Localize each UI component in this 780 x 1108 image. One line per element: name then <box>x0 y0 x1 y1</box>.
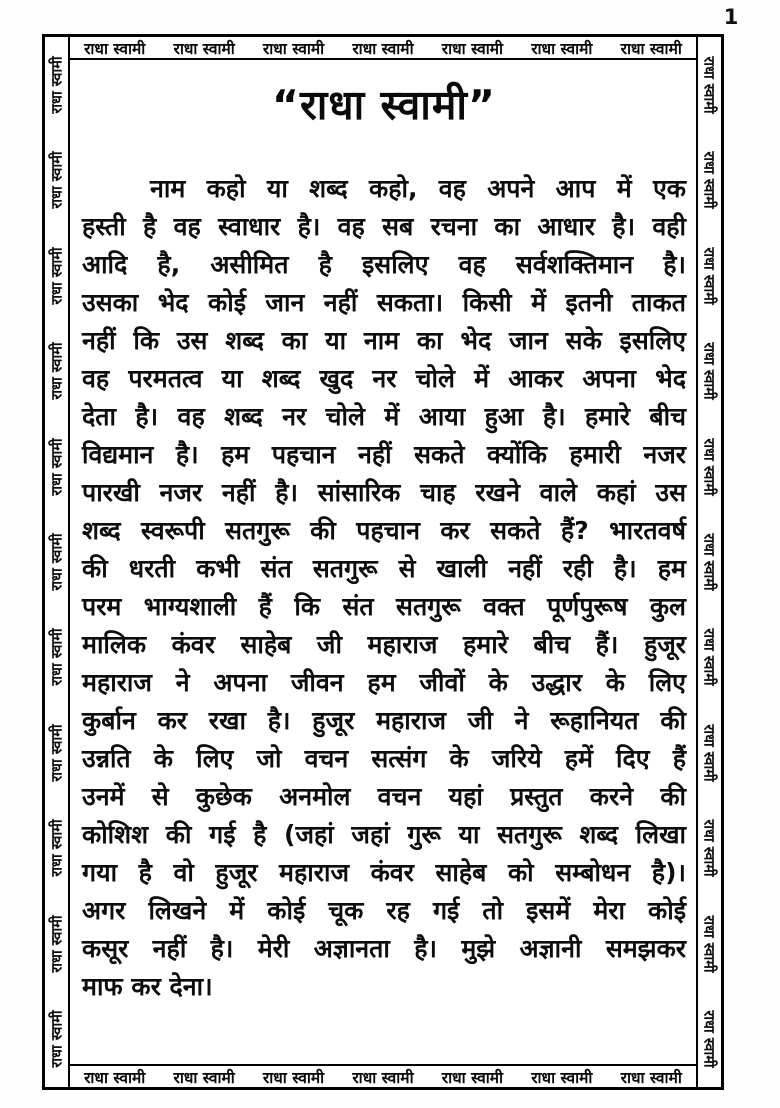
body-text-line: अगर लिखने में कोई चूक रह गई तो इसमें मेरा कोई <box>82 896 686 925</box>
body-text-line: आदि है, असीमित है इसलिए वह सर्वशक्तिमान है। <box>82 250 686 279</box>
body-text-line: पारखी नजर नहीं है। सांसारिक चाह रखने वाले कहां उस <box>82 478 686 507</box>
border-text-item: राधा स्वामी <box>49 628 66 687</box>
border-text-item: राधा स्वामी <box>49 915 66 973</box>
body-text-line: कसूर नहीं है। मेरी अज्ञानता है। मुझे अज्ञानी समझकर <box>82 934 686 963</box>
border-text-item: राधा स्वामी <box>49 724 66 782</box>
border-band-bottom <box>70 1064 696 1087</box>
border-text-item: राधा स्वामी <box>441 39 504 58</box>
body-text-line: मालिक कंवर साहेब जी महाराज हमारे बीच हैं। हुजूर <box>82 630 686 659</box>
border-text-item: राधा स्वामी <box>84 39 146 58</box>
border-text-item: राधा स्वामी <box>700 437 717 496</box>
border-text-item: राधा स्वामी <box>620 39 682 58</box>
body-text-line: उनमें से कुछेक अनमोल वचन यहां प्रस्तुत करने की <box>82 782 686 811</box>
page-title: “राधा स्वामी” <box>272 81 496 129</box>
body-text-line: उसका भेद कोई जान नहीं सकता। किसी में इतनी ताकत <box>82 288 686 317</box>
border-text-item: राधा स्वामी <box>262 1068 325 1087</box>
page-number: 1 <box>723 5 739 29</box>
border-text-item: राधा स्वामी <box>262 39 325 58</box>
border-text-item: राधा स्वामी <box>49 151 66 209</box>
body-text-line: परम भाग्यशाली हैं कि संत सतगुरू वक्त पूर्णपुरूष कुल <box>82 592 686 621</box>
body-text-line: नहीं कि उस शब्द का या नाम का भेद जान सके इसलिए <box>82 326 686 355</box>
border-text-item: राधा स्वामी <box>700 1010 717 1068</box>
border-text-item: राधा स्वामी <box>352 1068 414 1087</box>
border-text-item: राधा स्वामी <box>49 246 66 305</box>
body-text-line: कुर्बान कर रखा है। हुजूर महाराज जी ने रूहानियत की <box>82 706 686 735</box>
border-text-item: राधा स्वामी <box>49 56 66 114</box>
body-text-line: विद्यमान है। हम पहचान नहीं सकते क्योंकि हमारी नजर <box>82 440 686 469</box>
border-text-item: राधा स्वामी <box>700 915 717 973</box>
border-band-right <box>696 37 721 1087</box>
decorative-border-frame <box>42 34 724 1090</box>
body-text-line: कोशिश की गई है (जहां जहां गुरू या सतगुरू शब्द लिखा <box>82 820 686 849</box>
border-text-item: राधा स्वामी <box>700 56 717 114</box>
body-text-line: की धरती कभी संत सतगुरू से खाली नहीं रही है। हम <box>82 554 686 583</box>
border-text-item: राधा स्वामी <box>700 819 717 877</box>
border-text-item: राधा स्वामी <box>700 151 717 209</box>
body-text-line: वह परमतत्व या शब्द खुद नर चोले में आकर अपना भेद <box>82 364 686 393</box>
border-text-item: राधा स्वामी <box>700 724 717 782</box>
border-text-item: राधा स्वामी <box>173 39 235 58</box>
border-text-item: राधा स्वामी <box>49 1010 66 1068</box>
border-text-item: राधा स्वामी <box>49 342 66 400</box>
body-text-line: देता है। वह शब्द नर चोले में आया हुआ है। हमारे बीच <box>82 402 686 431</box>
border-text-item: राधा स्वामी <box>531 1068 593 1087</box>
border-text-item: राधा स्वामी <box>173 1068 235 1087</box>
body-text-line: शब्द स्वरूपी सतगुरू की पहचान कर सकते हैं? भारतवर्ष <box>82 516 686 545</box>
border-text-item: राधा स्वामी <box>531 39 593 58</box>
page-content <box>70 60 696 1064</box>
body-text-line: माफ कर देना। <box>82 972 213 1001</box>
border-text-item: राधा स्वामी <box>84 1068 146 1087</box>
border-text-item: राधा स्वामी <box>49 819 66 877</box>
border-text-item: राधा स्वामी <box>441 1068 504 1087</box>
border-text-item: राधा स्वामी <box>700 342 717 400</box>
body-text-line: गया है वो हुजूर महाराज कंवर साहेब को सम्बोधन है)। <box>82 858 686 887</box>
border-band-left <box>45 37 70 1087</box>
border-text-item: राधा स्वामी <box>49 533 66 591</box>
body-paragraph <box>82 170 686 1006</box>
body-text-line: नाम कहो या शब्द कहो, वह अपने आप में एक <box>150 174 686 203</box>
border-text-item: राधा स्वामी <box>700 246 717 305</box>
border-band-top <box>70 37 696 60</box>
body-text-line: महाराज ने अपना जीवन हम जीवों के उद्धार के लिए <box>82 668 686 697</box>
body-text-line: उन्नति के लिए जो वचन सत्संग के जरिये हमें दिए हैं <box>82 744 686 773</box>
border-text-item: राधा स्वामी <box>352 39 414 58</box>
border-text-item: राधा स्वामी <box>49 437 66 496</box>
border-text-item: राधा स्वामी <box>700 533 717 591</box>
border-text-item: राधा स्वामी <box>700 628 717 687</box>
border-text-item: राधा स्वामी <box>620 1068 682 1087</box>
body-text-line: हस्ती है वह स्वाधार है। वह सब रचना का आधार है। वही <box>82 212 686 241</box>
